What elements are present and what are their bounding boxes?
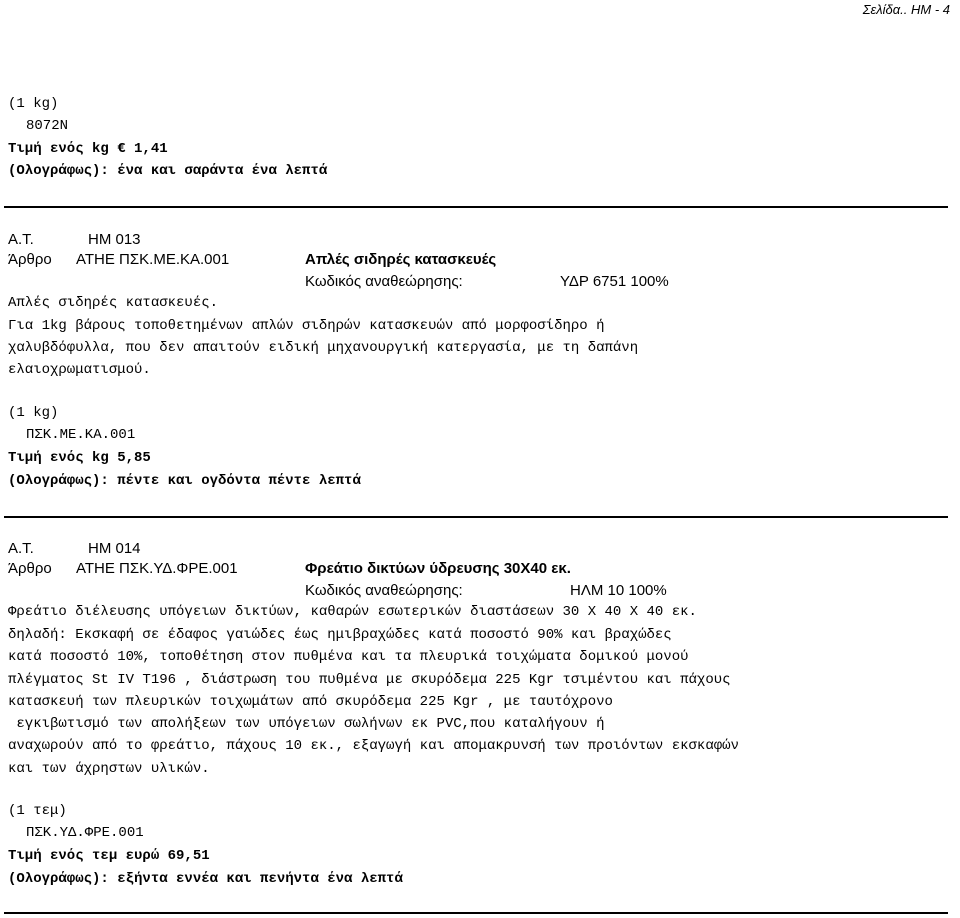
at-label: Α.Τ. — [8, 231, 34, 248]
page-number-header: Σελίδα.. ΗΜ - 4 — [862, 2, 950, 17]
description-line: Απλές σιδηρές κατασκευές. — [8, 295, 219, 311]
prev-price-line: Τιμή ενός kg € 1,41 — [8, 141, 168, 157]
revision-value: ΥΔΡ 6751 100% — [560, 273, 669, 290]
description-line: δηλαδή: Εκσκαφή σε έδαφος γαιώδες έως ημιβραχώδες κατά ποσοστό 90% και βραχώδες — [8, 627, 672, 643]
at-value: ΗΜ 014 — [88, 540, 141, 557]
price-code: ΠΣΚ.ΥΔ.ΦΡΕ.001 — [26, 825, 144, 841]
revision-label: Κωδικός αναθεώρησης: — [305, 582, 463, 599]
item-title: Απλές σιδηρές κατασκευές — [305, 251, 497, 268]
arthro-label: Άρθρο — [8, 560, 52, 577]
description-line: χαλυβδόφυλλα, που δεν απαιτούν ειδική μηχανουργική κατεργασία, με τη δαπάνη — [8, 340, 639, 356]
separator-rule — [4, 206, 948, 208]
description-line: κατασκευή των πλευρικών τοιχωμάτων από σκυρόδεμα 225 Kgr , με ταυτόχρονο — [8, 694, 613, 710]
description-line: ελαιοχρωματισμού. — [8, 362, 151, 378]
description-line: Φρεάτιο διέλευσης υπόγειων δικτύων, καθαρών εσωτερικών διαστάσεων 30 Χ 40 Χ 40 εκ. — [8, 604, 697, 620]
arthro-value: ΑΤΗΕ ΠΣΚ.ΥΔ.ΦΡΕ.001 — [76, 560, 238, 577]
price-line: Τιμή ενός τεμ ευρώ 69,51 — [8, 848, 210, 864]
description-line: εγκιβωτισμό των απολήξεων των υπόγειων σωλήνων εκ PVC,που καταλήγουν ή — [8, 716, 605, 732]
description-line: κατά ποσοστό 10%, τοποθέτηση στον πυθμένα και τα πλευρικά τοιχώματα δομικού μονού — [8, 649, 689, 665]
at-label: Α.Τ. — [8, 540, 34, 557]
separator-rule — [4, 912, 948, 914]
price-line: Τιμή ενός kg 5,85 — [8, 450, 151, 466]
price-words: (Ολογράφως): εξήντα εννέα και πενήντα ένα λεπτά — [8, 871, 403, 887]
description-line: πλέγματος St IV T196 , διάστρωση του πυθμένα με σκυρόδεμα 225 Kgr τσιμέντου και πάχους — [8, 672, 731, 688]
revision-value: ΗΛΜ 10 100% — [570, 582, 667, 599]
item-title: Φρεάτιο δικτύων ύδρευσης 30Χ40 εκ. — [305, 560, 571, 577]
description-line: αναχωρούν από το φρεάτιο, πάχους 10 εκ., εξαγωγή και απομακρυνσή των προιόντων εκσκαφών — [8, 738, 739, 754]
arthro-value: ΑΤΗΕ ΠΣΚ.ΜΕ.ΚΑ.001 — [76, 251, 230, 268]
unit-label: (1 kg) — [8, 405, 59, 421]
unit-label: (1 τεμ) — [8, 803, 67, 819]
description-line: και των άχρηστων υλικών. — [8, 761, 210, 777]
at-value: ΗΜ 013 — [88, 231, 141, 248]
prev-price-words: (Ολογράφως): ένα και σαράντα ένα λεπτά — [8, 163, 328, 179]
price-code: ΠΣΚ.ΜΕ.ΚΑ.001 — [26, 427, 136, 443]
description-line: Για 1kg βάρους τοποθετημένων απλών σιδηρών κατασκευών από μορφοσίδηρο ή — [8, 318, 605, 334]
separator-rule — [4, 516, 948, 518]
price-words: (Ολογράφως): πέντε και ογδόντα πέντε λεπτά — [8, 473, 361, 489]
prev-unit: (1 kg) — [8, 96, 59, 112]
revision-label: Κωδικός αναθεώρησης: — [305, 273, 463, 290]
prev-code: 8072Ν — [26, 118, 69, 134]
arthro-label: Άρθρο — [8, 251, 52, 268]
